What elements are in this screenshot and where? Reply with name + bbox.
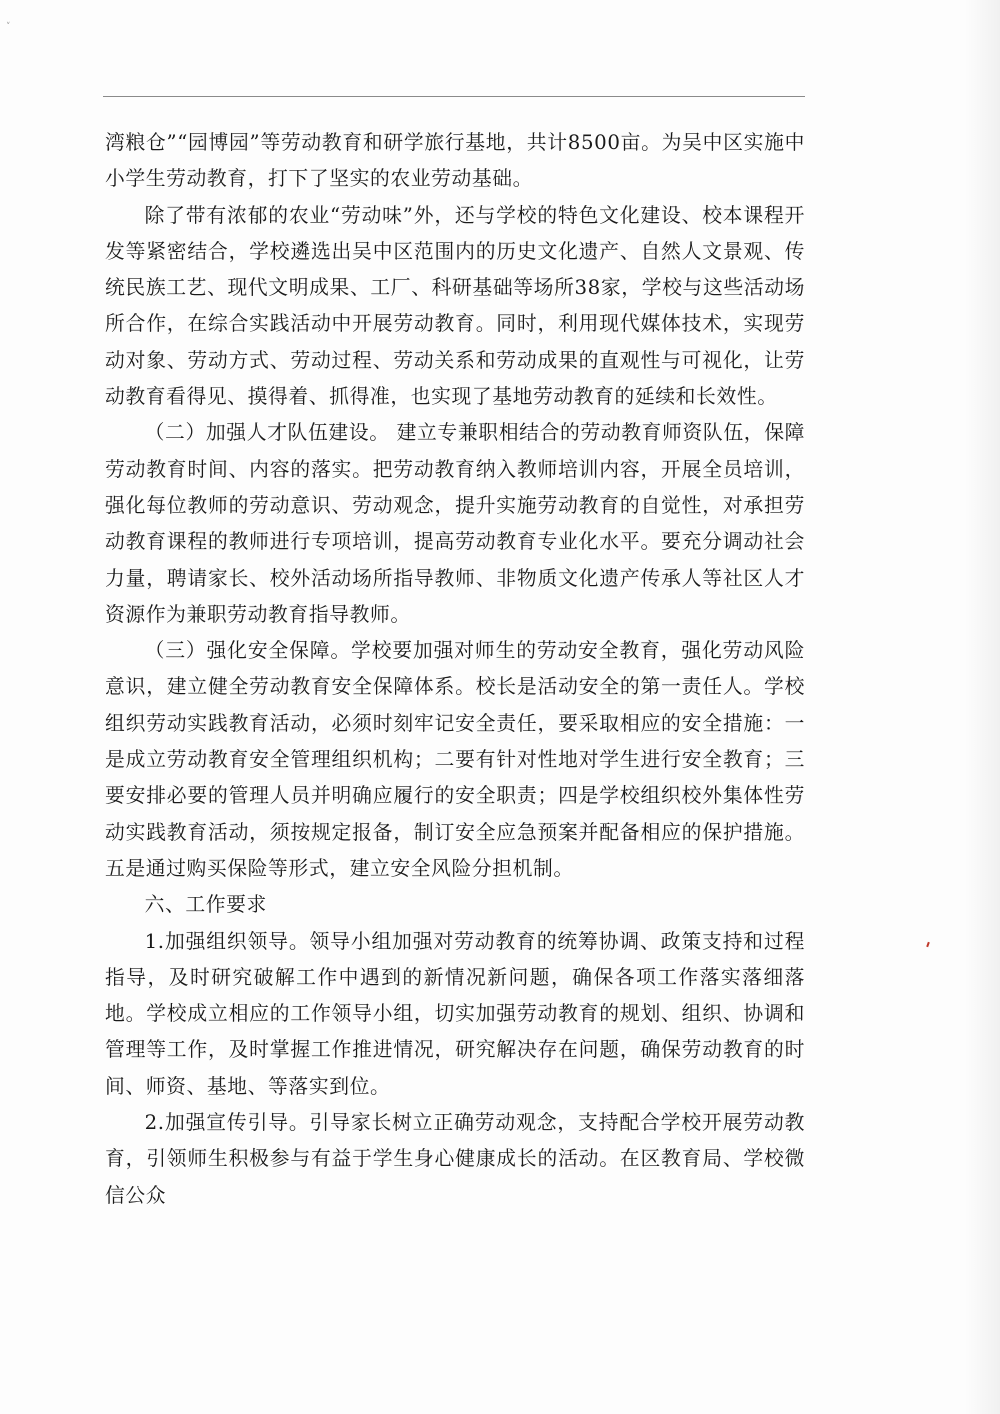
ink-speck	[926, 942, 930, 947]
scan-edge-shadow	[964, 0, 1000, 1414]
paragraph-base-integration: 除了带有浓郁的农业“劳动味”外，还与学校的特色文化建设、校本课程开发等紧密结合，学校遴选出吴中区范围内的历史文化遗产、自然人文景观、传统民族工艺、现代文明成果、工厂、科研基础等场所38家，学校与这些活动场所合作，在综合实践活动中开展劳动教育。同时，利用现代媒体技术，实现劳动对象、劳动方式、劳动过程、劳动关系和劳动成果的直观性与可视化，让劳动教育看得见、摸得着、抓得准，也实现了基地劳动教育的延续和长效性。	[105, 203, 805, 409]
paragraph-continuation: 湾粮仓”“园博园”等劳动教育和研学旅行基地，共计8500亩。为吴中区实施中小学生劳动教育，打下了坚实的农业劳动基础。	[105, 131, 805, 191]
document-body	[105, 125, 805, 1214]
header-rule	[103, 96, 805, 97]
paragraph-safety: （三）强化安全保障。学校要加强对师生的劳动安全教育，强化劳动风险意识，建立健全劳动教育安全保障体系。校长是活动安全的第一责任人。学校组织劳动实践教育活动，必须时刻牢记安全责任，要采取相应的安全措施：一是成立劳动教育安全管理组织机构；二要有针对性地对学生进行安全教育；三要安排必要的管理人员并明确应履行的安全职责；四是学校组织校外集体性劳动实践教育活动，须按规定报备，制订安全应急预案并配备相应的保护措施。五是通过购买保险等形式，建立安全风险分担机制。	[105, 639, 805, 880]
paragraph-publicity: 2.加强宣传引导。引导家长树立正确劳动观念，支持配合学校开展劳动教育，引领师生积极参与有益于学生身心健康成长的活动。在区教育局、学校微信公众	[105, 1111, 805, 1207]
paragraph-leadership: 1.加强组织领导。领导小组加强对劳动教育的统筹协调、政策支持和过程指导，及时研究破解工作中遇到的新情况新问题，确保各项工作落实落细落地。学校成立相应的工作领导小组，切实加强劳动教育的规划、组织、协调和管理等工作，及时掌握工作推进情况，研究解决存在问题，确保劳动教育的时间、师资、基地、等落实到位。	[105, 929, 805, 1098]
section-heading-work-requirements: 六、工作要求	[144, 893, 267, 917]
paragraph-talent-team: （二）加强人才队伍建设。 建立专兼职相结合的劳动教育师资队伍，保障劳动教育时间、内容的落实。把劳动教育纳入教师培训内容，开展全员培训，强化每位教师的劳动意识、劳动观念，提升实施劳动教育的自觉性，对承担劳动教育课程的教师进行专项培训，提高劳动教育专业化水平。要充分调动社会力量，聘请家长、校外活动场所指导教师、非物质文化遗产传承人等社区人才资源作为兼职劳动教育指导教师。	[105, 421, 805, 626]
scan-mark: ˅	[6, 22, 11, 32]
